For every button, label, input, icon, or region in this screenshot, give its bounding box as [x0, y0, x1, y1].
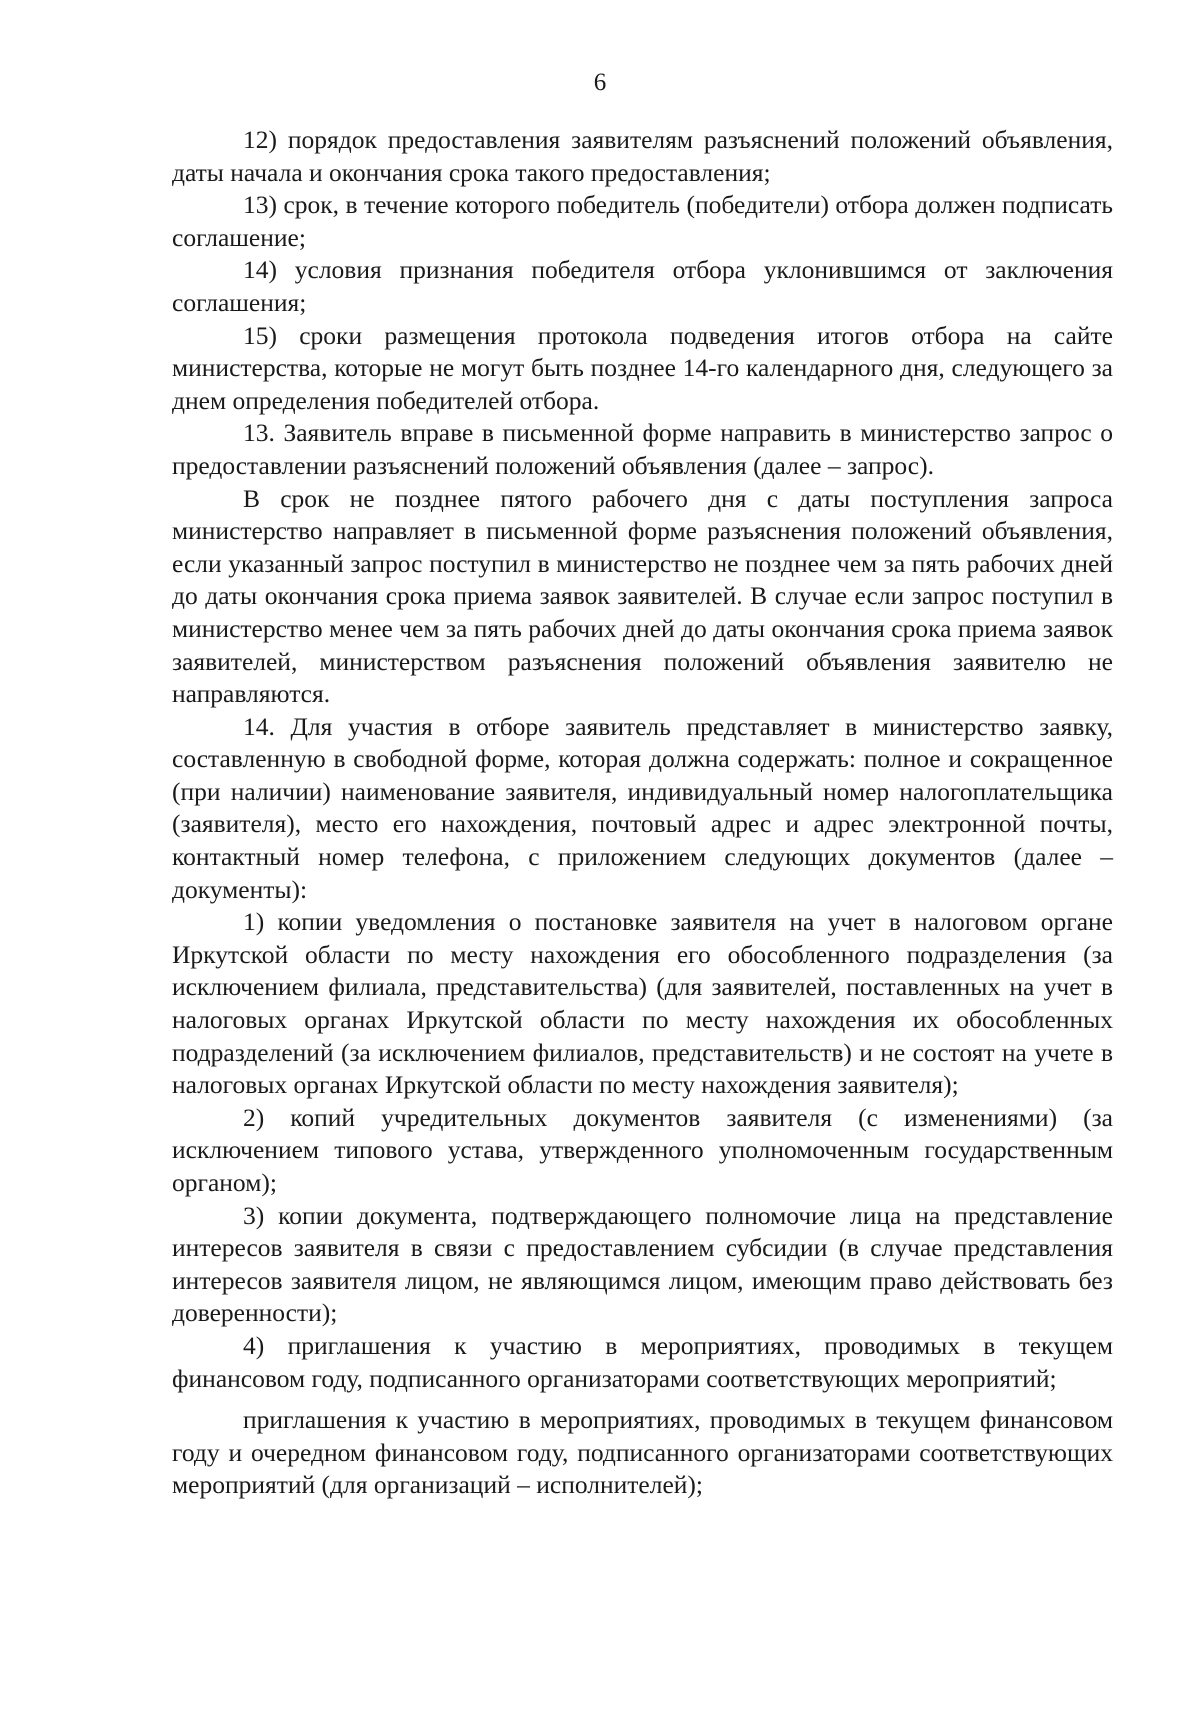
page-number: 6 — [593, 69, 607, 96]
list-item-13: 13) срок, в течение которого победитель (победители) отбора должен подписать соглашение; — [172, 190, 1113, 252]
document-item-1: 1) копии уведомления о постановке заявителя на учет в налоговом органе Иркутской области по месту нахождения его обособленного подразделения (за исключением филиала, представительства) (для заявителей, поставленных на учет в налоговых органах Иркутской области по месту нахождения их обособленных подразделений (за исключением филиалов, представительств) и не состоят на учете в налоговых органах Иркутской области по месту нахождения заявителя); — [172, 907, 1113, 1100]
clause-13-response-term: В срок не позднее пятого рабочего дня с даты поступления запроса министерство направляет в письменной форме разъяснения положений объявления, если указанный запрос поступил в министерство не позднее чем за пять рабочих дней до даты окончания срока приема заявок заявителей. В случае если запрос поступил в министерство менее чем за пять рабочих дней до даты окончания срока приема заявок заявителей, министерством разъяснения положений объявления заявителю не направляются. — [172, 483, 1113, 709]
list-item-15: 15) сроки размещения протокола подведения итогов отбора на сайте министерства, которые не могут быть позднее 14-го календарного дня, следующего за днем определения победителей отбора. — [172, 320, 1113, 415]
document-item-4-continuation: приглашения к участию в мероприятиях, проводимых в текущем финансовом году и очередном финансовом году, подписанного организаторами соответствующих мероприятий (для организаций – исполнителей); — [172, 1405, 1113, 1500]
document-item-2: 2) копий учредительных документов заявителя (с изменениями) (за исключением типового устава, утвержденного уполномоченным государственным органом); — [172, 1102, 1113, 1197]
clause-13: 13. Заявитель вправе в письменной форме направить в министерство запрос о предоставлении разъяснений положений объявления (далее – запрос). — [172, 418, 1113, 480]
clause-14: 14. Для участия в отборе заявитель представляет в министерство заявку, составленную в свободной форме, которая должна содержать: полное и сокращенное (при наличии) наименование заявителя, индивидуальный номер налогоплательщика (заявителя), место его нахождения, почтовый адрес и адрес электронной почты, контактный номер телефона, с приложением следующих документов (далее – документы): — [172, 711, 1113, 904]
list-item-14: 14) условия признания победителя отбора уклонившимся от заключения соглашения; — [172, 255, 1113, 317]
document-item-4: 4) приглашения к участию в мероприятиях, проводимых в текущем финансовом году, подписанного организаторами соответствующих мероприятий; — [172, 1330, 1113, 1393]
document-item-3: 3) копии документа, подтверждающего полномочие лица на представление интересов заявителя в связи с предоставлением субсидии (в случае представления интересов заявителя лицом, не являющимся лицом, имеющим право действовать без доверенности); — [172, 1200, 1113, 1328]
document-body — [172, 124, 1113, 1502]
list-item-12: 12) порядок предоставления заявителям разъяснений положений объявления, даты начала и окончания срока такого предоставления; — [172, 125, 1113, 187]
